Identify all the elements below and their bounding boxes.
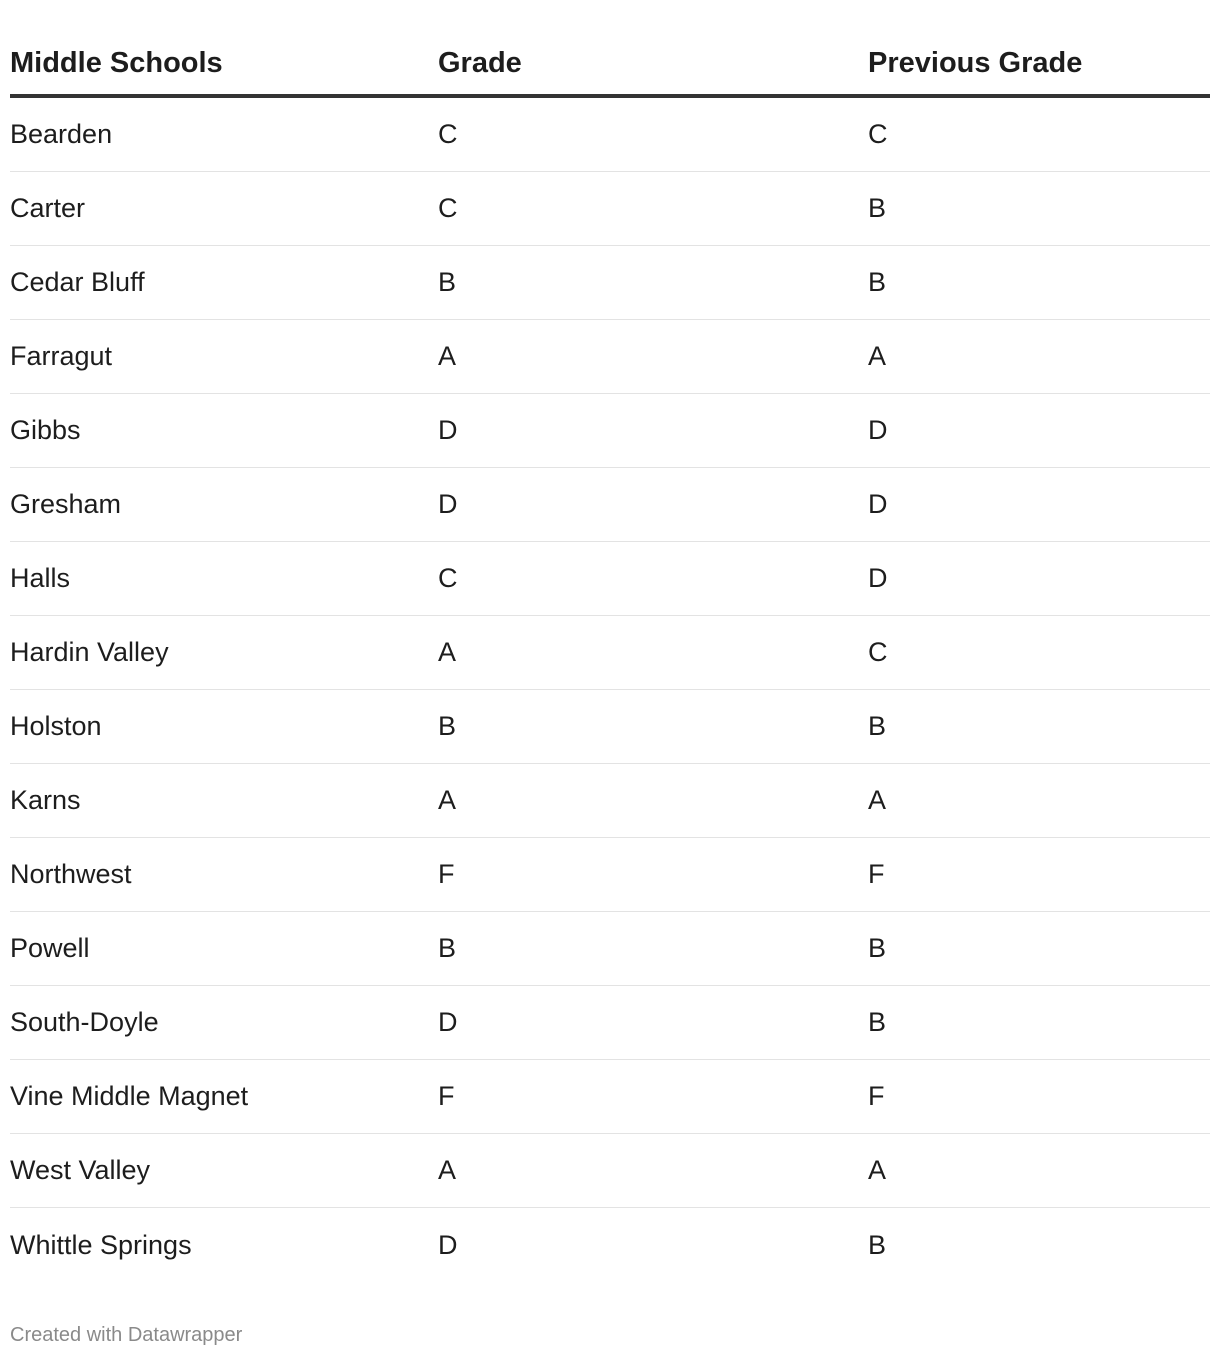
table-cell-previous-grade: D bbox=[868, 563, 888, 593]
table-cell-school: Whittle Springs bbox=[10, 1229, 192, 1260]
table-cell-grade: A bbox=[438, 341, 457, 371]
table-row bbox=[10, 542, 1210, 616]
table-cell-school: Cedar Bluff bbox=[10, 267, 145, 297]
table-cell-previous-grade: B bbox=[868, 1229, 887, 1260]
table-cell-previous-grade: B bbox=[868, 711, 887, 741]
column-header-school: Middle Schools bbox=[10, 46, 223, 79]
table-row bbox=[10, 172, 1210, 246]
table-cell-previous-grade: C bbox=[868, 637, 888, 667]
table-cell-previous-grade: B bbox=[868, 267, 887, 297]
table-cell-grade: D bbox=[438, 1007, 458, 1037]
column-header-grade: Grade bbox=[438, 46, 522, 79]
table-cell-previous-grade: B bbox=[868, 933, 887, 963]
table-cell-grade: F bbox=[438, 1081, 455, 1111]
table-cell-school: Gresham bbox=[10, 489, 122, 519]
table-row bbox=[10, 1134, 1210, 1208]
table-row bbox=[10, 838, 1210, 912]
table-row bbox=[10, 1060, 1210, 1134]
table-cell-grade: F bbox=[438, 859, 455, 889]
table-row bbox=[10, 246, 1210, 320]
table-row bbox=[10, 616, 1210, 690]
table-header bbox=[10, 28, 1210, 98]
table-cell-school: Bearden bbox=[10, 119, 113, 149]
table-cell-previous-grade: A bbox=[868, 341, 887, 371]
table-row bbox=[10, 394, 1210, 468]
table-cell-previous-grade: D bbox=[868, 489, 888, 519]
table-cell-school: Farragut bbox=[10, 341, 113, 371]
table-cell-grade: D bbox=[438, 1229, 458, 1260]
table-row bbox=[10, 320, 1210, 394]
table-cell-grade: B bbox=[438, 711, 457, 741]
table-cell-grade: D bbox=[438, 489, 458, 519]
table-cell-school: Powell bbox=[10, 933, 90, 963]
table-cell-school: Halls bbox=[10, 563, 71, 593]
table-row bbox=[10, 1208, 1210, 1282]
table-cell-previous-grade: D bbox=[868, 415, 888, 445]
table-row bbox=[10, 468, 1210, 542]
table-cell-grade: C bbox=[438, 563, 458, 593]
table-cell-previous-grade: F bbox=[868, 859, 885, 889]
table-cell-school: Northwest bbox=[10, 859, 132, 889]
table-cell-previous-grade: B bbox=[868, 1007, 887, 1037]
table-row bbox=[10, 986, 1210, 1060]
table-cell-previous-grade: C bbox=[868, 119, 888, 149]
table-cell-previous-grade: A bbox=[868, 785, 887, 815]
table-cell-school: Vine Middle Magnet bbox=[10, 1081, 249, 1111]
table-cell-school: Carter bbox=[10, 193, 86, 223]
table-cell-grade: B bbox=[438, 933, 457, 963]
table-cell-grade: C bbox=[438, 119, 458, 149]
table-cell-school: Karns bbox=[10, 785, 81, 815]
table-cell-grade: A bbox=[438, 785, 457, 815]
table-cell-grade: D bbox=[438, 415, 458, 445]
column-header-previous-grade: Previous Grade bbox=[868, 46, 1083, 79]
table-cell-school: Gibbs bbox=[10, 415, 81, 445]
table-body bbox=[10, 98, 1210, 1282]
table-cell-grade: A bbox=[438, 1155, 457, 1185]
table-cell-grade: A bbox=[438, 637, 457, 667]
table-cell-previous-grade: B bbox=[868, 193, 887, 223]
table-cell-grade: C bbox=[438, 193, 458, 223]
table-cell-previous-grade: F bbox=[868, 1081, 885, 1111]
grades-table bbox=[10, 28, 1210, 1282]
table-cell-school: South-Doyle bbox=[10, 1007, 159, 1037]
table-cell-school: West Valley bbox=[10, 1155, 151, 1185]
table-row bbox=[10, 98, 1210, 172]
datawrapper-credit: Created with Datawrapper bbox=[10, 1324, 243, 1346]
table-cell-school: Hardin Valley bbox=[10, 637, 169, 667]
table-cell-previous-grade: A bbox=[868, 1155, 887, 1185]
table-cell-school: Holston bbox=[10, 711, 102, 741]
table-row bbox=[10, 764, 1210, 838]
table-row bbox=[10, 690, 1210, 764]
table-cell-grade: B bbox=[438, 267, 457, 297]
table-row bbox=[10, 912, 1210, 986]
